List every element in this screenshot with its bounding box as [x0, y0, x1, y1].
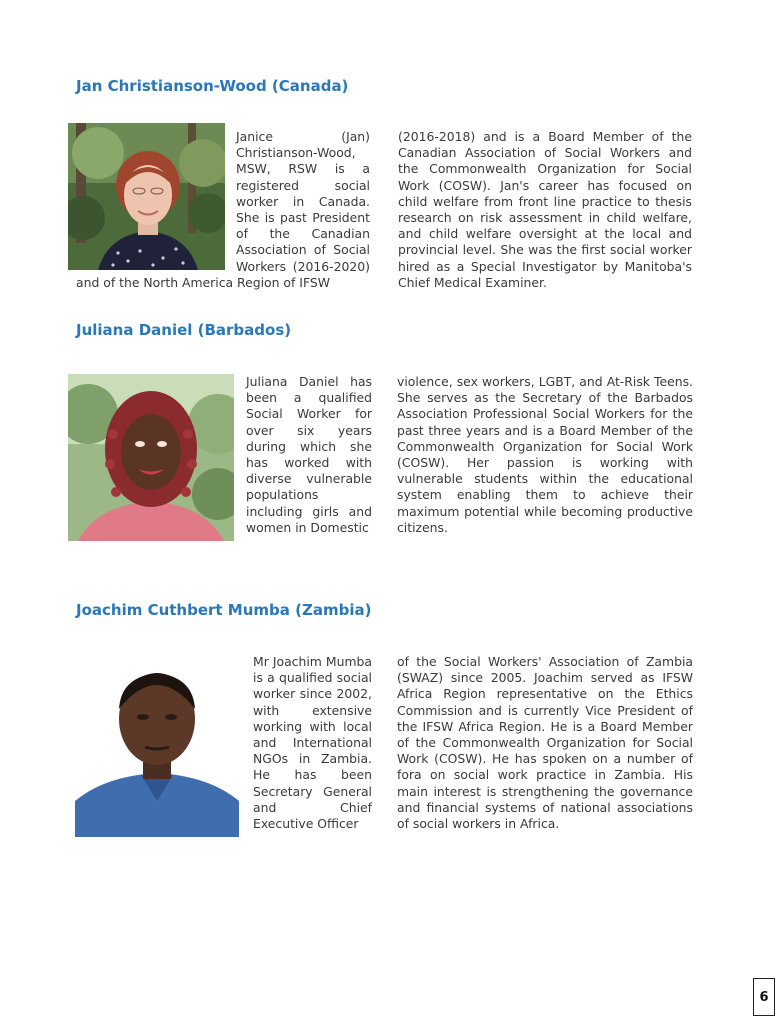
profile-heading-barbados: Juliana Daniel (Barbados) — [76, 321, 292, 339]
profile-text-col1-jan: Janice (Jan) Christianson-Wood, MSW, RSW is a registered social worker in Canada. She is past President of the Canadian Association of Social Workers (2016-2020) and of the North America Region of IFSW — [76, 129, 370, 290]
profile-text-col1-joachim: Mr Joachim Mumba is a qualified social worker since 2002, with extensive working with local and International NGOs in Zambia. He has been Secretary General and Chief Executive Officer — [253, 654, 372, 832]
page-number: 6 — [753, 978, 775, 1016]
profile-text-col2-joachim: of the Social Workers' Association of Zambia (SWAZ) since 2005. Joachim served as IFSW Africa Region representative on the Ethics Commission and is currently Vice President of the IFSW Africa Region. He is a Board Member of the Commonwealth Organization for Social Work (COSW). He has spoken on a number of fora on social work practice in Zambia. His main interest is strengthening the governance and financial systems of national associations of social workers in Africa. — [397, 654, 693, 832]
profile-text-col1-juliana: Juliana Daniel has been a qualified Social Worker for over six years during which she has worked with diverse vulnerable populations including girls and women in Domestic — [246, 374, 372, 535]
profile-text-col2-jan: (2016-2018) and is a Board Member of the Canadian Association of Social Workers and the Commonwealth Organization for Social Work (COSW). Jan's career has focused on child welfare from front line practice to thesis research on risk assessment in child welfare, and child welfare oversight at the local and provincial level. She was the first social worker hired as a Special Investigator by Manitoba's Chief Medical Examiner. — [398, 129, 692, 290]
profile-text-col2-juliana: violence, sex workers, LGBT, and At-Risk Teens. She serves as the Secretary of the Barbados Association Professional Social Workers for the past three years and is a Board Member of the Commonwealth Organization for Social Work (COSW). Her passion is working with vulnerable students within the educational system enabling them to achieve their maximum potential while becoming productive citizens. — [397, 374, 693, 535]
profile-heading-zambia: Joachim Cuthbert Mumba (Zambia) — [76, 601, 372, 619]
profile-heading-canada: Jan Christianson-Wood (Canada) — [76, 77, 349, 95]
